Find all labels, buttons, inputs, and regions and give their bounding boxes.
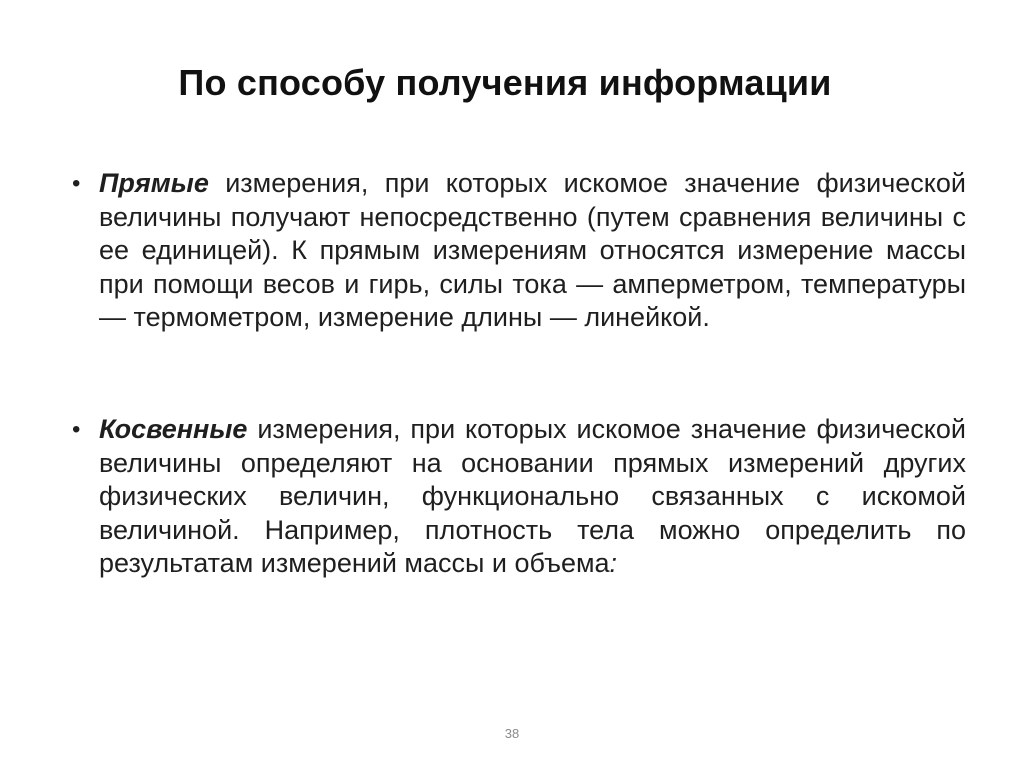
bullet-text bbox=[99, 167, 966, 335]
bullet-text bbox=[99, 413, 966, 581]
bullet-direct-measurements bbox=[72, 167, 966, 335]
bullet-term: Косвенные bbox=[99, 414, 248, 444]
bullet-body: измерения, при которых искомое значение физической величины определяют на основании прямых измерений других физических величин, функционально связанных с искомой величиной. Например, плотность тела можно определить по результатам измерений массы и объема bbox=[99, 414, 966, 578]
bullet-marker: • bbox=[72, 416, 81, 443]
bullet-term: Прямые bbox=[99, 168, 209, 198]
bullet-tail: : bbox=[609, 548, 618, 578]
bullet-indirect-measurements bbox=[72, 413, 966, 581]
bullet-body: измерения, при которых искомое значение физической величины получают непосредственно (путем сравнения величины с ее единицей). К прямым измерениям относятся измерение массы при помощи весов и гирь, силы тока — амперметром, температуры — термометром, измерение длины — линейкой. bbox=[99, 168, 966, 332]
bullet-marker: • bbox=[72, 170, 81, 197]
page-number: 38 bbox=[504, 726, 520, 741]
slide-title: По способу получения информации bbox=[178, 62, 832, 103]
